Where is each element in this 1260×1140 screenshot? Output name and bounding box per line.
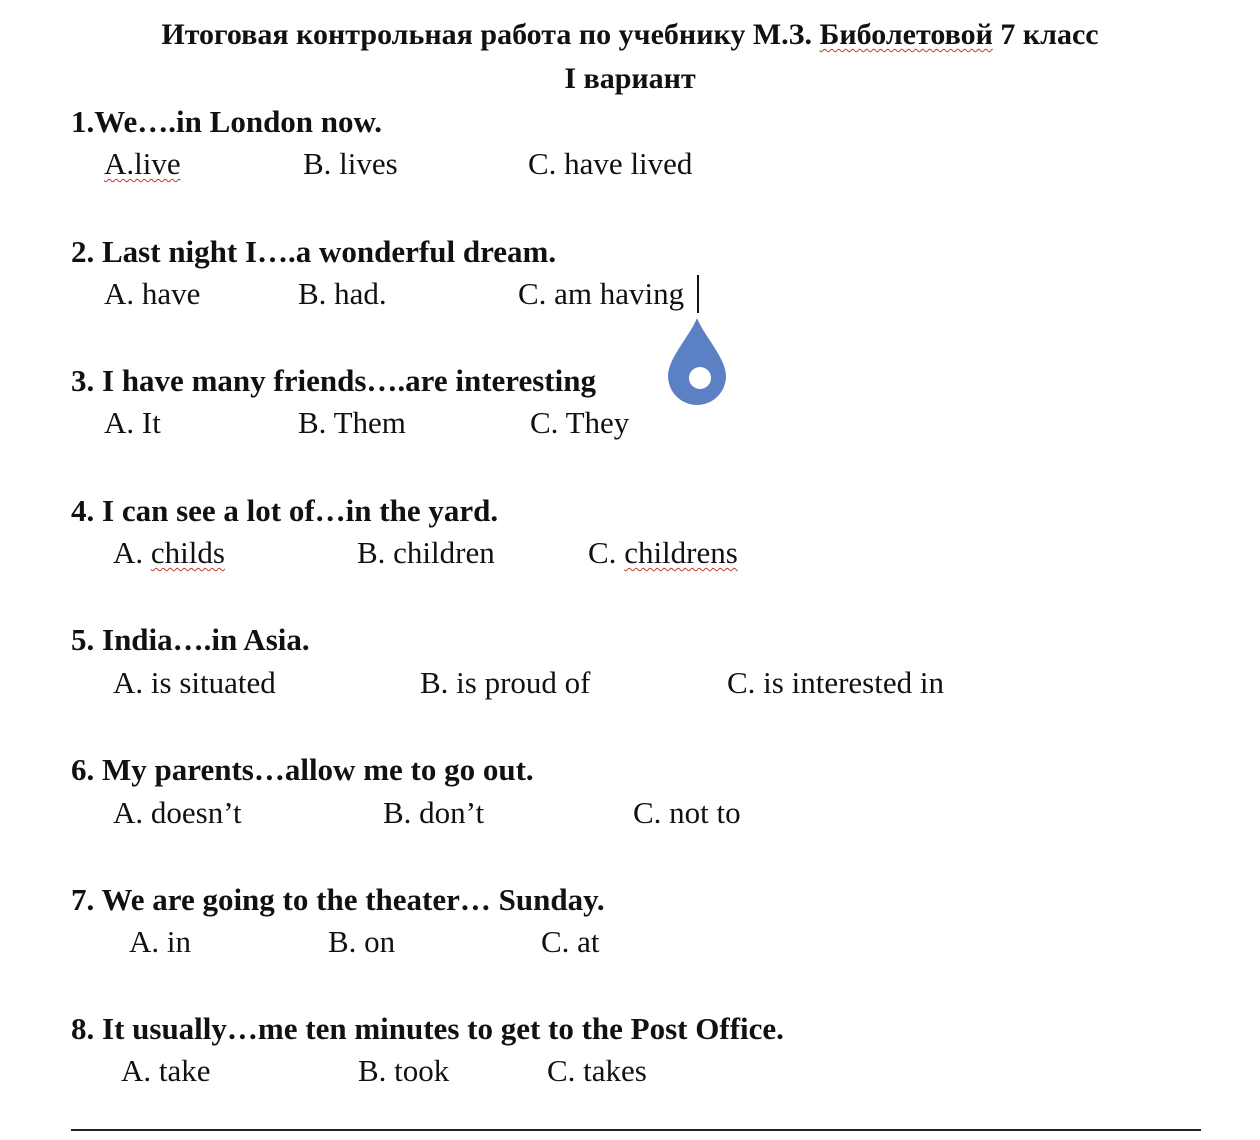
question-4-text: 4. I can see a lot of…in the yard. (71, 493, 499, 528)
question-6-option-c: C. not to (633, 795, 741, 830)
question-5-option-c: C. is interested in (727, 665, 944, 700)
question-2-option-c: C. am having (518, 276, 685, 311)
title-author: Биболетовой (819, 18, 993, 51)
question-4-option-c (588, 535, 738, 571)
question-6-text: 6. My parents…allow me to go out. (71, 752, 534, 787)
question-5-text: 5. India….in Asia. (71, 622, 310, 657)
selection-handle-icon[interactable] (664, 314, 730, 410)
question-2-option-b: B. had. (298, 276, 387, 311)
question-8-option-a: A. take (121, 1053, 211, 1088)
question-6-option-a: A. doesn’t (113, 795, 242, 830)
question-7-option-a: A. in (129, 924, 191, 959)
question-3-option-a: A. It (104, 405, 161, 440)
question-7-option-b: B. on (328, 924, 396, 959)
question-4-option-a (113, 535, 225, 571)
question-4-option-c-letter: C. (588, 535, 625, 570)
question-4-option-c-word: childrens (624, 535, 738, 570)
question-1-option-a: A.live (104, 146, 181, 181)
question-8-text: 8. It usually…me ten minutes to get to the Post Office. (71, 1011, 784, 1046)
question-7-text: 7. We are going to the theater… Sunday. (71, 882, 605, 917)
title-prefix: Итоговая контрольная работа по учебнику М.З. (161, 18, 820, 51)
question-1-option-c: C. have lived (528, 146, 693, 181)
title-suffix: 7 класс (992, 18, 1099, 51)
question-4-option-b: B. children (357, 535, 495, 570)
question-5-option-a: A. is situated (113, 665, 276, 700)
question-8-option-c: C. takes (547, 1053, 647, 1088)
question-2-option-a: A. have (104, 276, 201, 311)
variant-heading: I вариант (564, 62, 696, 95)
document-title (0, 18, 1260, 52)
question-4-option-a-word: childs (150, 535, 225, 570)
question-6-option-b: B. don’t (383, 795, 485, 830)
question-3-option-b: B. Them (298, 405, 406, 440)
question-1-text: 1.We….in London now. (71, 104, 382, 139)
question-2-text: 2. Last night I….a wonderful dream. (71, 234, 557, 269)
question-3-option-c: C. They (530, 405, 630, 440)
question-5-option-b: B. is proud of (420, 665, 591, 700)
text-cursor (697, 275, 699, 313)
question-4-option-a-letter: A. (113, 535, 151, 570)
question-7-option-c: C. at (541, 924, 600, 959)
question-1-option-b: B. lives (303, 146, 398, 181)
question-8-option-b: B. took (358, 1053, 450, 1088)
question-3-text: 3. I have many friends….are interesting (71, 363, 596, 398)
bottom-divider (71, 1129, 1201, 1131)
